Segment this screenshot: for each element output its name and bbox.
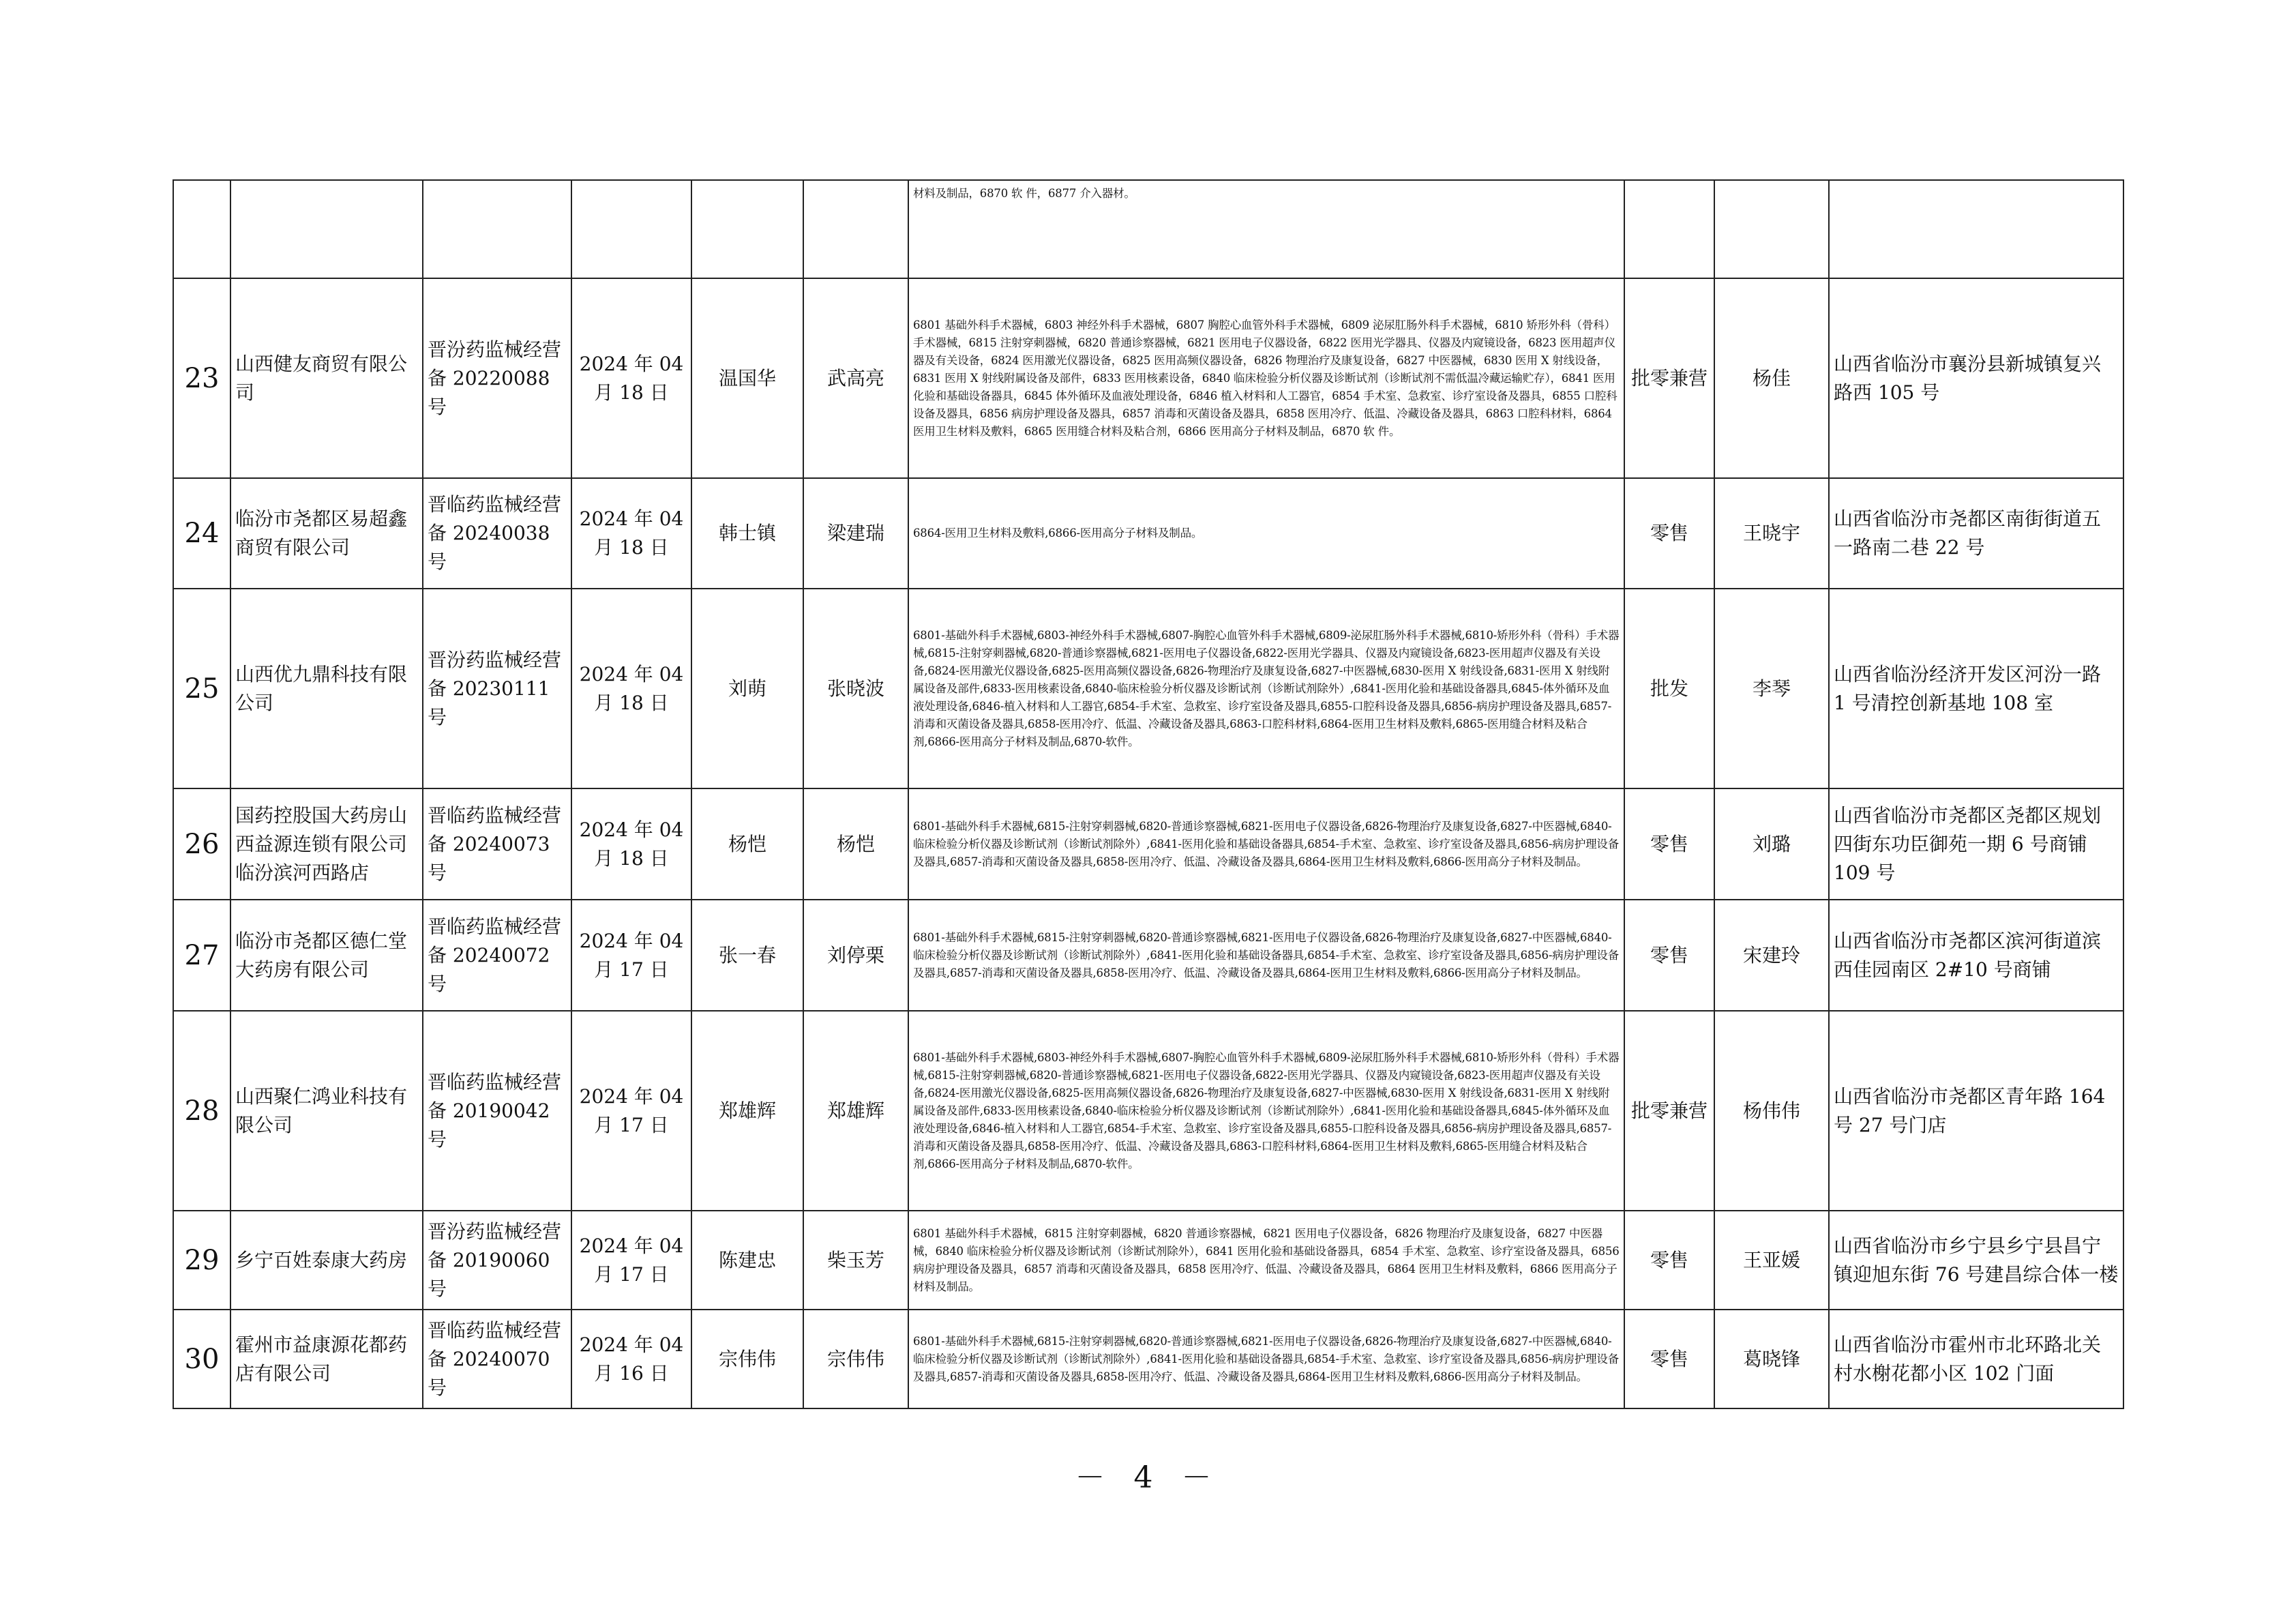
cell-legal-representative: 郑雄辉 — [691, 1011, 803, 1211]
cell-business-mode: 批发 — [1624, 589, 1714, 788]
cell-address: 山西省临汾市尧都区滨河街道滨西佳园南区 2#10 号商铺 — [1829, 900, 2123, 1011]
cell-no: 23 — [173, 278, 230, 478]
cell-registration-no: 晋汾药监械经营备 20190060 号 — [423, 1211, 571, 1310]
cell-company-name: 山西健友商贸有限公司 — [230, 278, 423, 478]
cell-address: 山西省临汾市尧都区尧都区规划四街东功臣御苑一期 6 号商铺 109 号 — [1829, 788, 2123, 900]
cell-company-name: 山西聚仁鸿业科技有限公司 — [230, 1011, 423, 1211]
cell-company-name — [230, 180, 423, 278]
cell-address: 山西省临汾市乡宁县乡宁县昌宁镇迎旭东街 76 号建昌综合体一楼 — [1829, 1211, 2123, 1310]
cell-registration-no: 晋临药监械经营备 20190042 号 — [423, 1011, 571, 1211]
cell-address: 山西省临汾市霍州市北环路北关村水榭花都小区 102 门面 — [1829, 1310, 2123, 1408]
cell-business-scope: 6801 基础外科手术器械，6803 神经外科手术器械，6807 胸腔心血管外科手术器械，6809 泌尿肛肠外科手术器械，6810 矫形外科（骨科）手术器械，6815 注射穿刺器械，6820 普通诊察器械，6821 医用电子仪器设备，6822 医用光学器具、仪器及内窥镜设备，6823 医用超声仪器及有关设备，6824 医用激光仪器设备，6825 医用高频仪器设备，6826 物理治疗及康复设备，6827 中医器械，6830 医用 X 射线设备，6831 医用 X 射线附属设备及部件，6833 医用核素设备，6840 临床检验分析仪器及诊断试剂（诊断试剂不需低温冷藏运输贮存），6841 医用化验和基础设备器具，6845 体外循环及血液处理设备，6846 植入材料和人工器官，6854 手术室、急救室、诊疗室设备及器具，6855 口腔科设备及器具，6856 病房护理设备及器具，6857 消毒和灭菌设备及器具，6858 医用冷疗、低温、冷藏设备及器具，6863 口腔科材料，6864 医用卫生材料及敷料，6865 医用缝合材料及粘合剂，6866 医用高分子材料及制品，6870 软 件。 — [908, 278, 1624, 478]
cell-responsible-person: 刘停栗 — [803, 900, 908, 1011]
cell-quality-manager: 杨伟伟 — [1714, 1011, 1829, 1211]
cell-business-scope: 材料及制品，6870 软 件，6877 介入器材。 — [908, 180, 1624, 278]
cell-no: 30 — [173, 1310, 230, 1408]
cell-no: 27 — [173, 900, 230, 1011]
cell-responsible-person: 梁建瑞 — [803, 478, 908, 589]
cell-quality-manager: 杨佳 — [1714, 278, 1829, 478]
registry-table — [173, 179, 2124, 1409]
cell-date — [571, 180, 691, 278]
cell-registration-no: 晋临药监械经营备 20240073 号 — [423, 788, 571, 900]
cell-address: 山西省临汾市尧都区南街街道五一路南二巷 22 号 — [1829, 478, 2123, 589]
cell-business-scope: 6801-基础外科手术器械,6803-神经外科手术器械,6807-胸腔心血管外科手术器械,6809-泌尿肛肠外科手术器械,6810-矫形外科（骨科）手术器械,6815-注射穿刺器械,6820-普通诊察器械,6821-医用电子仪器设备,6822-医用光学器具、仪器及内窥镜设备,6823-医用超声仪器及有关设备,6824-医用激光仪器设备,6825-医用高频仪器设备,6826-物理治疗及康复设备,6827-中医器械,6830-医用 X 射线设备,6831-医用 X 射线附属设备及部件,6833-医用核素设备,6840-临床检验分析仪器及诊断试剂（诊断试剂除外）,6841-医用化验和基础设备器具,6845-体外循环及血液处理设备,6846-植入材料和人工器官,6854-手术室、急救室、诊疗室设备及器具,6855-口腔科设备及器具,6856-病房护理设备及器具,6857-消毒和灭菌设备及器具,6858-医用冷疗、低温、冷藏设备及器具,6863-口腔科材料,6864-医用卫生材料及敷料,6865-医用缝合材料及粘合剂,6866-医用高分子材料及制品,6870-软件。 — [908, 1011, 1624, 1211]
table-row — [173, 900, 2123, 1011]
table-row — [173, 1310, 2123, 1408]
cell-legal-representative: 张一春 — [691, 900, 803, 1011]
cell-company-name: 临汾市尧都区德仁堂大药房有限公司 — [230, 900, 423, 1011]
cell-company-name: 山西优九鼎科技有限公司 — [230, 589, 423, 788]
cell-quality-manager: 李琴 — [1714, 589, 1829, 788]
cell-company-name: 国药控股国大药房山西益源连锁有限公司临汾滨河西路店 — [230, 788, 423, 900]
table-row — [173, 478, 2123, 589]
cell-registration-no — [423, 180, 571, 278]
table-row — [173, 1011, 2123, 1211]
cell-registration-no: 晋临药监械经营备 20240072 号 — [423, 900, 571, 1011]
cell-registration-no: 晋汾药监械经营备 20230111 号 — [423, 589, 571, 788]
cell-registration-no: 晋汾药监械经营备 20220088 号 — [423, 278, 571, 478]
table-row — [173, 589, 2123, 788]
cell-business-scope: 6801 基础外科手术器械，6815 注射穿刺器械，6820 普通诊察器械，6821 医用电子仪器设备，6826 物理治疗及康复设备，6827 中医器械，6840 临床检验分析仪器及诊断试剂（诊断试剂除外），6841 医用化验和基础设备器具，6854 手术室、急救室、诊疗室设备及器具，6856 病房护理设备及器具，6857 消毒和灭菌设备及器具，6858 医用冷疗、低温、冷藏设备及器具，6864 医用卫生材料及敷料，6866 医用高分子材料及制品。 — [908, 1211, 1624, 1310]
cell-quality-manager: 王晓宇 — [1714, 478, 1829, 589]
cell-business-scope: 6801-基础外科手术器械,6815-注射穿刺器械,6820-普通诊察器械,6821-医用电子仪器设备,6826-物理治疗及康复设备,6827-中医器械,6840-临床检验分析仪器及诊断试剂（诊断试剂除外）,6841-医用化验和基础设备器具,6854-手术室、急救室、诊疗室设备及器具,6856-病房护理设备及器具,6857-消毒和灭菌设备及器具,6858-医用冷疗、低温、冷藏设备及器具,6864-医用卫生材料及敷料,6866-医用高分子材料及制品。 — [908, 1310, 1624, 1408]
cell-legal-representative: 杨恺 — [691, 788, 803, 900]
cell-company-name: 乡宁百姓泰康大药房 — [230, 1211, 423, 1310]
cell-responsible-person: 张晓波 — [803, 589, 908, 788]
cell-date: 2024 年 04 月 18 日 — [571, 278, 691, 478]
cell-registration-no: 晋临药监械经营备 20240038 号 — [423, 478, 571, 589]
cell-business-mode — [1624, 180, 1714, 278]
cell-company-name: 霍州市益康源花都药店有限公司 — [230, 1310, 423, 1408]
cell-address: 山西省临汾市襄汾县新城镇复兴路西 105 号 — [1829, 278, 2123, 478]
cell-address: 山西省临汾市尧都区青年路 164 号 27 号门店 — [1829, 1011, 2123, 1211]
cell-date: 2024 年 04 月 18 日 — [571, 478, 691, 589]
cell-legal-representative: 宗伟伟 — [691, 1310, 803, 1408]
cell-business-mode: 批零兼营 — [1624, 1011, 1714, 1211]
cell-legal-representative: 刘萌 — [691, 589, 803, 788]
cell-responsible-person: 武高亮 — [803, 278, 908, 478]
cell-no: 24 — [173, 478, 230, 589]
cell-business-mode: 批零兼营 — [1624, 278, 1714, 478]
table-row — [173, 278, 2123, 478]
cell-legal-representative: 陈建忠 — [691, 1211, 803, 1310]
cell-date: 2024 年 04 月 17 日 — [571, 1011, 691, 1211]
cell-responsible-person: 郑雄辉 — [803, 1011, 908, 1211]
cell-no: 26 — [173, 788, 230, 900]
cell-legal-representative: 温国华 — [691, 278, 803, 478]
cell-date: 2024 年 04 月 17 日 — [571, 1211, 691, 1310]
cell-responsible-person: 柴玉芳 — [803, 1211, 908, 1310]
cell-company-name: 临汾市尧都区易超鑫商贸有限公司 — [230, 478, 423, 589]
cell-business-scope: 6801-基础外科手术器械,6815-注射穿刺器械,6820-普通诊察器械,6821-医用电子仪器设备,6826-物理治疗及康复设备,6827-中医器械,6840-临床检验分析仪器及诊断试剂（诊断试剂除外）,6841-医用化验和基础设备器具,6854-手术室、急救室、诊疗室设备及器具,6856-病房护理设备及器具,6857-消毒和灭菌设备及器具,6858-医用冷疗、低温、冷藏设备及器具,6864-医用卫生材料及敷料,6866-医用高分子材料及制品。 — [908, 788, 1624, 900]
cell-date: 2024 年 04 月 16 日 — [571, 1310, 691, 1408]
cell-date: 2024 年 04 月 18 日 — [571, 589, 691, 788]
cell-responsible-person — [803, 180, 908, 278]
cell-business-mode: 零售 — [1624, 1310, 1714, 1408]
cell-legal-representative: 韩士镇 — [691, 478, 803, 589]
cell-no: 25 — [173, 589, 230, 788]
cell-business-mode: 零售 — [1624, 900, 1714, 1011]
cell-date: 2024 年 04 月 18 日 — [571, 788, 691, 900]
cell-quality-manager — [1714, 180, 1829, 278]
cell-business-mode: 零售 — [1624, 788, 1714, 900]
cell-address: 山西省临汾经济开发区河汾一路 1 号清控创新基地 108 室 — [1829, 589, 2123, 788]
cell-no: 29 — [173, 1211, 230, 1310]
cell-responsible-person: 宗伟伟 — [803, 1310, 908, 1408]
table-row — [173, 788, 2123, 900]
cell-business-scope: 6801-基础外科手术器械,6815-注射穿刺器械,6820-普通诊察器械,6821-医用电子仪器设备,6826-物理治疗及康复设备,6827-中医器械,6840-临床检验分析仪器及诊断试剂（诊断试剂除外）,6841-医用化验和基础设备器具,6854-手术室、急救室、诊疗室设备及器具,6856-病房护理设备及器具,6857-消毒和灭菌设备及器具,6858-医用冷疗、低温、冷藏设备及器具,6864-医用卫生材料及敷料,6866-医用高分子材料及制品。 — [908, 900, 1624, 1011]
cell-quality-manager: 宋建玲 — [1714, 900, 1829, 1011]
cell-quality-manager: 葛晓锋 — [1714, 1310, 1829, 1408]
page-number: － 4 － — [1075, 1460, 1221, 1495]
cell-address — [1829, 180, 2123, 278]
table-row — [173, 1211, 2123, 1310]
cell-business-scope: 6801-基础外科手术器械,6803-神经外科手术器械,6807-胸腔心血管外科手术器械,6809-泌尿肛肠外科手术器械,6810-矫形外科（骨科）手术器械,6815-注射穿刺器械,6820-普通诊察器械,6821-医用电子仪器设备,6822-医用光学器具、仪器及内窥镜设备,6823-医用超声仪器及有关设备,6824-医用激光仪器设备,6825-医用高频仪器设备,6826-物理治疗及康复设备,6827-中医器械,6830-医用 X 射线设备,6831-医用 X 射线附属设备及部件,6833-医用核素设备,6840-临床检验分析仪器及诊断试剂（诊断试剂除外）,6841-医用化验和基础设备器具,6845-体外循环及血液处理设备,6846-植入材料和人工器官,6854-手术室、急救室、诊疗室设备及器具,6855-口腔科设备及器具,6856-病房护理设备及器具,6857-消毒和灭菌设备及器具,6858-医用冷疗、低温、冷藏设备及器具,6863-口腔科材料,6864-医用卫生材料及敷料,6865-医用缝合材料及粘合剂,6866-医用高分子材料及制品,6870-软件。 — [908, 589, 1624, 788]
cell-business-scope: 6864-医用卫生材料及敷料,6866-医用高分子材料及制品。 — [908, 478, 1624, 589]
cell-quality-manager: 王亚媛 — [1714, 1211, 1829, 1310]
cell-date: 2024 年 04 月 17 日 — [571, 900, 691, 1011]
cell-quality-manager: 刘璐 — [1714, 788, 1829, 900]
cell-no: 28 — [173, 1011, 230, 1211]
cell-business-mode: 零售 — [1624, 1211, 1714, 1310]
cell-business-mode: 零售 — [1624, 478, 1714, 589]
cell-responsible-person: 杨恺 — [803, 788, 908, 900]
cell-registration-no: 晋临药监械经营备 20240070 号 — [423, 1310, 571, 1408]
table-row-continued — [173, 180, 2123, 278]
cell-legal-representative — [691, 180, 803, 278]
cell-no — [173, 180, 230, 278]
